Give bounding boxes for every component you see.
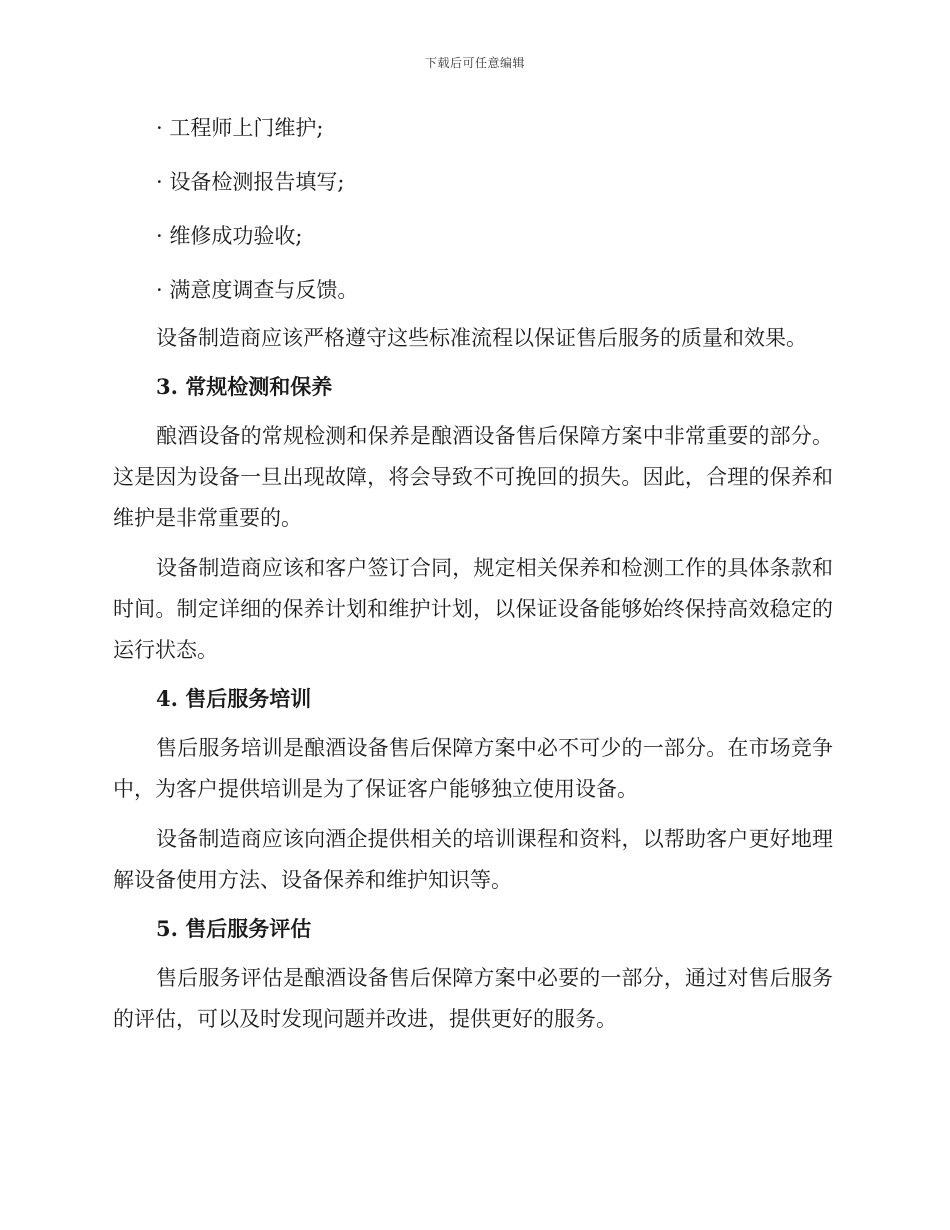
- bullet-item: · 设备检测报告填写;: [156, 170, 345, 194]
- section-5-heading: 5. 售后服务评估: [156, 916, 312, 941]
- section-5-paragraph-1: 售后服务评估是酿酒设备售后保障方案中必要的一部分，通过对售后服务的评估，可以及时发现问题并改进，提供更好的服务。: [113, 966, 833, 1031]
- section-4-paragraph-2: 设备制造商应该向酒企提供相关的培训课程和资料，以帮助客户更好地理解设备使用方法、设备保养和维护知识等。: [113, 827, 833, 892]
- bullet-item: · 满意度调查与反馈。: [156, 278, 359, 302]
- section-3-paragraph-1: 酿酒设备的常规检测和保养是酿酒设备售后保障方案中非常重要的部分。这是因为设备一旦出现故障，将会导致不可挽回的损失。因此，合理的保养和维护是非常重要的。: [113, 424, 833, 530]
- intro-paragraph: 设备制造商应该严格遵守这些标准流程以保证售后服务的质量和效果。: [156, 326, 807, 350]
- section-4-heading: 4. 售后服务培训: [156, 686, 312, 711]
- document-body: [113, 110, 833, 1049]
- page-header: 下载后可任意编辑: [424, 56, 525, 70]
- section-3-heading: 3. 常规检测和保养: [156, 374, 333, 399]
- section-4-paragraph-1: 售后服务培训是酿酒设备售后保障方案中必不可少的一部分。在市场竞争中，为客户提供培训是为了保证客户能够独立使用设备。: [113, 736, 833, 801]
- bullet-item: · 工程师上门维护;: [156, 116, 324, 140]
- section-3-paragraph-2: 设备制造商应该和客户签订合同，规定相关保养和检测工作的具体条款和时间。制定详细的保养计划和维护计划，以保证设备能够始终保持高效稳定的运行状态。: [113, 556, 833, 662]
- bullet-item: · 维修成功验收;: [156, 224, 303, 248]
